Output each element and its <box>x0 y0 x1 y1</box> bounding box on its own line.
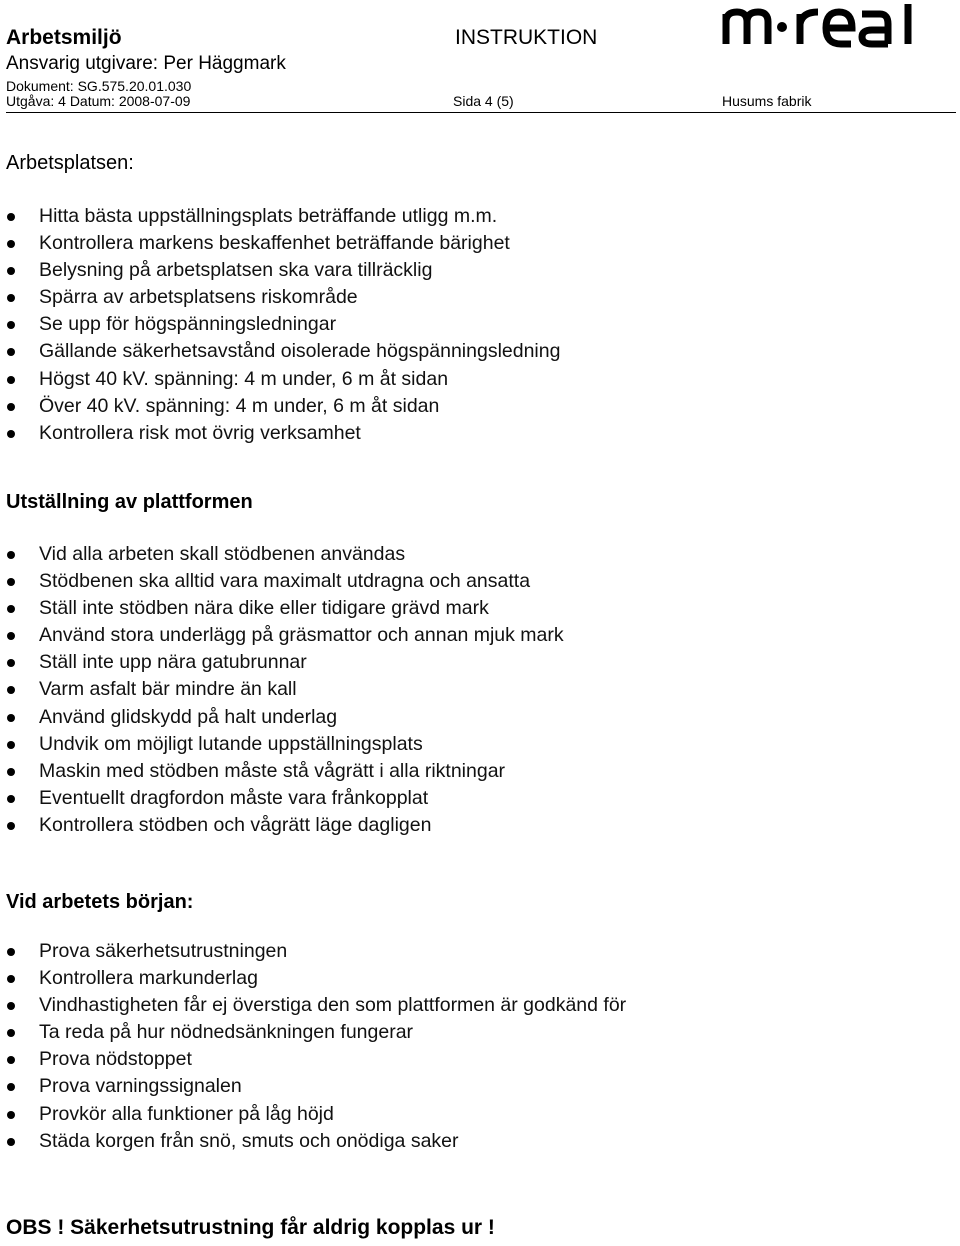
bullet-icon <box>7 741 15 749</box>
list-item: Vindhastigheten får ej överstiga den som plattformen är godkänd för <box>6 992 626 1019</box>
list-item: Ta reda på hur nödnedsänkningen fungerar <box>6 1019 626 1046</box>
bullet-icon <box>7 714 15 722</box>
header-divider <box>6 112 956 113</box>
bullet-icon <box>7 294 15 302</box>
bullet-icon <box>7 1083 15 1091</box>
bullet-icon <box>7 632 15 640</box>
list-item: Kontrollera stödben och vågrätt läge dagligen <box>6 812 564 839</box>
bullet-icon <box>7 1002 15 1010</box>
bullet-icon <box>7 1111 15 1119</box>
list-item: Kontrollera risk mot övrig verksamhet <box>6 420 560 447</box>
header-document-type: INSTRUKTION <box>455 26 598 49</box>
m-real-logo <box>720 0 945 53</box>
bullet-icon <box>7 321 15 329</box>
bullet-icon <box>7 822 15 830</box>
list-item: Ställ inte stödben nära dike eller tidigare grävd mark <box>6 595 564 622</box>
bullet-icon <box>7 240 15 248</box>
list-item: Varm asfalt bär mindre än kall <box>6 676 564 703</box>
list-item: Prova varningssignalen <box>6 1073 626 1100</box>
bullet-icon <box>7 267 15 275</box>
list-item: Se upp för högspänningsledningar <box>6 311 560 338</box>
bullet-icon <box>7 975 15 983</box>
bullet-icon <box>7 605 15 613</box>
section-title-start: Vid arbetets början: <box>6 891 194 913</box>
bullet-icon <box>7 213 15 221</box>
list-item: Kontrollera markens beskaffenhet beträffande bärighet <box>6 230 560 257</box>
list-item: Hitta bästa uppställningsplats beträffande utligg m.m. <box>6 203 560 230</box>
list-item: Städa korgen från snö, smuts och onödiga saker <box>6 1128 626 1155</box>
list-item: Högst 40 kV. spänning: 4 m under, 6 m åt sidan <box>6 366 560 393</box>
bullet-icon <box>7 348 15 356</box>
list-item: Spärra av arbetsplatsens riskområde <box>6 284 560 311</box>
bullet-icon <box>7 403 15 411</box>
section-title-setup: Utställning av plattformen <box>6 491 253 513</box>
header-site: Husums fabrik <box>722 93 812 109</box>
list-item: Prova nödstoppet <box>6 1046 626 1073</box>
start-list <box>6 938 626 1155</box>
header-responsible: Ansvarig utgivare: Per Häggmark <box>6 53 286 74</box>
list-item: Vid alla arbeten skall stödbenen användas <box>6 541 564 568</box>
safety-warning-note: OBS ! Säkerhetsutrustning får aldrig kopplas ur ! <box>6 1216 495 1239</box>
list-item: Belysning på arbetsplatsen ska vara tillräcklig <box>6 257 560 284</box>
bullet-icon <box>7 795 15 803</box>
list-item: Eventuellt dragfordon måste vara frånkopplat <box>6 785 564 812</box>
list-item: Ställ inte upp nära gatubrunnar <box>6 649 564 676</box>
bullet-icon <box>7 1029 15 1037</box>
workplace-list <box>6 203 560 447</box>
list-item: Maskin med stödben måste stå vågrätt i alla riktningar <box>6 758 564 785</box>
list-item: Använd stora underlägg på gräsmattor och annan mjuk mark <box>6 622 564 649</box>
setup-list <box>6 541 564 839</box>
bullet-icon <box>7 578 15 586</box>
section-title-workplace: Arbetsplatsen: <box>6 152 134 174</box>
bullet-icon <box>7 686 15 694</box>
header-title: Arbetsmiljö <box>6 26 122 49</box>
bullet-icon <box>7 430 15 438</box>
list-item: Stödbenen ska alltid vara maximalt utdragna och ansatta <box>6 568 564 595</box>
bullet-icon <box>7 948 15 956</box>
header-page-number: Sida 4 (5) <box>453 93 514 109</box>
bullet-icon <box>7 376 15 384</box>
list-item: Använd glidskydd på halt underlag <box>6 704 564 731</box>
bullet-icon <box>7 1056 15 1064</box>
list-item: Över 40 kV. spänning: 4 m under, 6 m åt sidan <box>6 393 560 420</box>
list-item: Undvik om möjligt lutande uppställningsplats <box>6 731 564 758</box>
list-item: Provkör alla funktioner på låg höjd <box>6 1101 626 1128</box>
header-document: Dokument: SG.575.20.01.030 <box>6 78 192 94</box>
bullet-icon <box>7 551 15 559</box>
bullet-icon <box>7 659 15 667</box>
bullet-icon <box>7 1138 15 1146</box>
list-item: Gällande säkerhetsavstånd oisolerade högspänningsledning <box>6 338 560 365</box>
header-edition: Utgåva: 4 Datum: 2008-07-09 <box>6 93 191 109</box>
list-item: Prova säkerhetsutrustningen <box>6 938 626 965</box>
list-item: Kontrollera markunderlag <box>6 965 626 992</box>
bullet-icon <box>7 768 15 776</box>
